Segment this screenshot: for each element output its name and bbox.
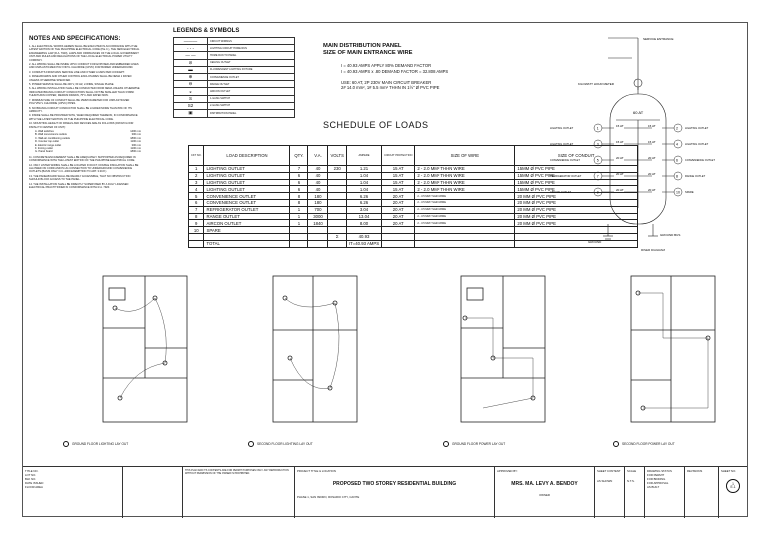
ground-bus-label: GROUND BUS (660, 233, 681, 237)
demand-calc-2: I = 40.93 AMPS x .80 DEMAND FACTOR = 32.808 AMPS (341, 68, 449, 74)
project-title: PROPOSED TWO STOREY RESIDENTIAL BUILDING (332, 481, 457, 487)
table-cell (382, 240, 415, 247)
mounting-height: 1100 mm (130, 140, 141, 144)
col-header: CIRCUIT PROTECTION (382, 146, 415, 166)
table-cell: 180 (308, 193, 328, 200)
table-cell: 1.21 (346, 166, 381, 173)
drawing-sheet (22, 22, 748, 517)
table-cell: 13.04 (346, 213, 381, 220)
breaker-rating: 20 AT (616, 188, 624, 192)
table-cell: 20 AT (382, 206, 415, 213)
table-cell: 2 - 2.0 MM² THHN WIRE (415, 186, 515, 193)
floor-plan-ground-power (453, 268, 553, 438)
table-cell (328, 240, 346, 247)
col-header: SIZE OF CONDUIT (515, 146, 638, 166)
legend-row (174, 52, 294, 59)
table-cell: 10 (189, 227, 204, 234)
circuit-number: 2 (676, 126, 678, 131)
plan-caption (613, 441, 675, 447)
demand-calc-1: I = 40.93 AMPS APPLY 80% DEMAND FACTOR (341, 63, 432, 68)
lot-label: DATE ISSUED (25, 481, 44, 485)
section-marker-icon (63, 441, 69, 447)
table-cell (415, 227, 515, 234)
table-cell: 9 (189, 220, 204, 227)
table-cell: 8.00 (346, 220, 381, 227)
mounting-list (29, 130, 141, 154)
switch-2gang-icon: S2 (174, 103, 208, 109)
switch-icon: S (174, 96, 208, 102)
floor-plan-second-power (623, 268, 723, 438)
plan-caption-text: SECOND FLOOR POWER LAY OUT (622, 442, 675, 446)
col-header: SIZE OF WIRE (415, 146, 515, 166)
sheet-content-label: SHEET CONTENT (597, 469, 621, 473)
scale-label: SCALE (627, 469, 637, 473)
table-cell: 20 MM Ø PVC PIPE (515, 206, 638, 213)
table-cell: 7 (189, 206, 204, 213)
table-cell: 2 - 3.5 MM² THHN WIRE (415, 199, 515, 206)
breaker-rating: 20 AT (616, 172, 624, 176)
table-cell: AIRCON OUTLET (204, 220, 290, 227)
legend-label: RANGE OUTLET (210, 82, 230, 86)
legend-label: FLUORESCENT LIGHTING FIXTURE (210, 68, 253, 72)
table-cell (382, 233, 415, 240)
table-cell: CONVENIENCE OUTLET (204, 193, 290, 200)
table-cell: 20 MM Ø PVC PIPE (515, 193, 638, 200)
table-cell (328, 186, 346, 193)
note-item: 3. CONDUITS FROM MAIN SERVICE LINE AND OTHER LOADS PER CONCEPT. (29, 70, 125, 74)
legend-row (174, 60, 294, 67)
main-breaker-label: 60 AT (633, 110, 644, 115)
table-cell: 8 (290, 193, 308, 200)
table-cell: 1 (189, 166, 204, 173)
plan-caption (248, 441, 313, 447)
circuit-number: 9 (596, 190, 599, 195)
outlet-label: CONVENIENCE OUTLET (685, 159, 715, 162)
breaker-rating: 15 AT (616, 124, 624, 128)
fluorescent-fixture-icon: ▬ (174, 67, 208, 73)
legend-label: HOME RUN TO PANEL (210, 53, 237, 57)
mounting-height: 1800 mm (130, 150, 141, 154)
legend-label: CONVENIENCE OUTLET (210, 75, 239, 79)
table-cell: 6.26 (346, 199, 381, 206)
col-header: QTY. (290, 146, 308, 166)
table-cell: 700 (308, 206, 328, 213)
note-item: 5. POWER SERVICE SHALL BE 230 V, 60 HZ, 2-WIRE, SINGLE PHASE. (29, 83, 115, 87)
table-cell: 15MM Ø PVC PIPE (515, 166, 638, 173)
table-cell: 40 (308, 172, 328, 179)
outlet-label: LIGHTING OUTLET (550, 127, 574, 130)
legend-row (174, 110, 294, 117)
table-cell: LIGHTING OUTLET (204, 166, 290, 173)
table-cell: 3000 (308, 213, 328, 220)
table-cell (415, 240, 515, 247)
table-cell: 20 MM Ø PVC PIPE (515, 199, 638, 206)
table-cell: 15 AT (382, 186, 415, 193)
table-cell: 1.04 (346, 179, 381, 186)
note-item: 14. THE INSTALLATION SHALL BE DIRECTLY SUPERVISED BY A DULY LICENSED ELECTRICAL PRACTITIONER IN CONFORMANCE WITH R.A. 7920. (29, 182, 129, 190)
table-cell: 1.04 (346, 186, 381, 193)
table-cell: 6 (189, 199, 204, 206)
drawing-status-cell (645, 467, 685, 518)
circuit-number: 4 (676, 142, 678, 147)
table-cell (328, 179, 346, 186)
riser-diagram (548, 28, 738, 258)
table-cell: 20 AT (382, 213, 415, 220)
status-label: DRAWING STATUS (647, 469, 672, 473)
legend-title: LEGENDS & SYMBOLS (173, 28, 240, 34)
plan-caption (443, 441, 505, 447)
floor-plan-second-lighting (265, 268, 365, 438)
lot-label: FLOOR AREA (25, 485, 43, 489)
sheet-content-cell (595, 467, 625, 518)
note-item: 2. ALL WIRING SHALL BE INSIDE UPVC CONDUIT FOR EXPOSED AND EMBEDDED LINES AND UNPLASTICIZED POLYVINYL CHLORIDE (UPVC) FOR BURIED UNDERGROUND. (29, 63, 139, 70)
table-cell (290, 227, 308, 234)
table-cell (189, 240, 204, 247)
table-cell: 2 - 2.0 MM² THHN WIRE (415, 179, 515, 186)
table-cell: 1 (290, 206, 308, 213)
table-cell (328, 220, 346, 227)
lot-label: TITLE NO. (25, 469, 39, 473)
legend-row (174, 88, 294, 95)
table-cell: 15 AT (382, 179, 415, 186)
note-item: 12. ONLY LISTED WIRING SHALL BE LOCATED IN DUCT, DOUBLE INSULATION SHALL BE ALLOWED ON CORD AND PLUG CONNECTION TO UNDERGROUND CONVENIENCE OUTLETS (BASIS ONLY O.C.-2009 EXEMPTION TO ART. 3.30.8.) (29, 163, 139, 174)
table-cell: LIGHTING OUTLET (204, 186, 290, 193)
plan-caption (63, 441, 128, 447)
table-cell (328, 172, 346, 179)
stamp-cell (123, 467, 183, 518)
table-cell: 2 - 3.5 MM² THHN WIRE (415, 220, 515, 227)
schedule-title: SCHEDULE OF LOADS (323, 120, 429, 130)
table-cell: 6 (290, 179, 308, 186)
convenience-outlet-icon: ⊕ (174, 74, 208, 80)
panel-icon: ▣ (174, 110, 208, 117)
note-item: 7. MINIMUM SIZE OF CONDUIT SHALL BE 15MM DIAMETER FOR UNPLASTICIZED POLYVINYL CHLORIDE (UPVC) PIPES. (29, 98, 130, 106)
table-cell: 8 (189, 213, 204, 220)
table-cell (382, 227, 415, 234)
table-cell: 2 - 3.5 MM² THHN WIRE (415, 206, 515, 213)
table-cell: SPARE (204, 227, 290, 234)
mounting-height: 300 mm (131, 133, 141, 137)
legend-row (174, 67, 294, 74)
note-item: 4. PANELBOARDS AND OTHER CONTROL ENCLOSURES SHALL BE NEMA 1 RATED UNLESS OTHERWISE SPECIFIED. (29, 75, 132, 82)
approved-label: APPROVED BY: (497, 469, 518, 473)
legend-label: AIRCON OUTLET (210, 89, 231, 93)
title-block (23, 466, 747, 517)
mounting-row (35, 150, 141, 153)
table-cell (308, 240, 328, 247)
legend-label: 2-GANG SWITCH (210, 104, 231, 108)
sheet-number-badge (726, 479, 740, 493)
project-label: PROJECT TITLE & LOCATION (297, 469, 336, 473)
plan-caption-text: GROUND FLOOR POWER LAY OUT (452, 442, 506, 446)
mounting-height: 1400 mm (130, 129, 141, 133)
table-cell (290, 233, 308, 240)
breaker-rating: 15 AT (616, 140, 624, 144)
main-panel-title (323, 43, 413, 57)
wiring-symbol-icon: ——— (174, 38, 208, 44)
table-cell: 2 (189, 172, 204, 179)
panel-run-symbol-icon: — — (174, 52, 208, 58)
breaker-rating: 15 AT (648, 124, 656, 128)
col-header: LOAD DESCRIPTION (204, 146, 290, 166)
section-marker-icon (248, 441, 254, 447)
wire-spec: 2# 14.0 mm², 1# 5.5 mm² THHN IN 1½" Ø PVC PIPE (341, 85, 440, 91)
table-cell: IT=40.93 AMPS (346, 240, 381, 247)
table-cell (204, 233, 290, 240)
table-cell: 15MM Ø PVC PIPE (515, 172, 638, 179)
table-cell (290, 240, 308, 247)
table-cell (189, 233, 204, 240)
table-cell: 15 AT (382, 172, 415, 179)
col-header: VOLTS (328, 146, 346, 166)
legend-label: CIRCUIT WIRINGS (210, 39, 232, 43)
main-panel-computation (341, 63, 448, 91)
table-cell: 6 (290, 186, 308, 193)
mounting-item: E. Electric range outlet (35, 143, 62, 147)
legend-label: CEILING OUTLET (210, 61, 231, 65)
legend-row (174, 103, 294, 110)
outlet-label: RANGE OUTLET (685, 175, 706, 178)
mounting-item: G. Panel board (35, 150, 53, 154)
table-cell (328, 199, 346, 206)
status-option: AS BUILT (647, 485, 660, 489)
outlet-label: LIGHTING OUTLET (685, 127, 709, 130)
breaker-rating: 20 AT (648, 188, 656, 192)
scale-value: N.T.S. (627, 479, 635, 483)
section-marker-icon (613, 441, 619, 447)
table-cell: LIGHTING OUTLET (204, 172, 290, 179)
circuit-number: 8 (676, 174, 678, 179)
breaker-rating: 20 AT (648, 156, 656, 160)
revisions-cell (685, 467, 719, 518)
lot-info-cell (23, 467, 123, 518)
legend-label: LIGHTING CIRCUIT HOME RUN (210, 46, 247, 50)
table-cell: 2 - 2.0 MM² THHN WIRE (415, 172, 515, 179)
table-cell: LIGHTING OUTLET (204, 179, 290, 186)
mounting-height: 300 mm (131, 143, 141, 147)
table-cell: 20 AT (382, 193, 415, 200)
table-cell: 1.04 (346, 172, 381, 179)
table-cell: 40 (308, 179, 328, 186)
mounting-height: 1100 mm (130, 146, 141, 150)
table-cell: 15 AT (382, 166, 415, 173)
table-cell: 2 - 2.0 MM² THHN WIRE (415, 166, 515, 173)
status-option: FOR PERMIT (647, 473, 665, 477)
table-cell: TOTAL (204, 240, 290, 247)
revisions-label: REVISIONS (687, 469, 703, 473)
outlet-label: AIRCON OUTLET (550, 191, 572, 194)
legend-row (174, 96, 294, 103)
table-cell: RANGE OUTLET (204, 213, 290, 220)
table-cell: CONVENIENCE OUTLET (204, 199, 290, 206)
circuit-number: 10 (676, 190, 680, 195)
note-item: 10. MOUNTING HEIGHT OF PANELS AND DEVICES ARE AS FOLLOWS (FROM FLOOR FINISH TO CENTER OF UNIT): (29, 122, 134, 129)
table-cell: 20 AT (382, 220, 415, 227)
permit-note-cell: THIS PLAN AND ITS CONTENTS ARE FOR PERMIT PURPOSES ONLY. ANY REPRODUCTION WITHOUT PERMISSION OF THE OWNER IS PROHIBITED. (183, 467, 295, 518)
note-item: 1. ALL ELECTRICAL WORKS HEREIN SHALL BE EXECUTED IN ACCORDANCE WITH THE LATEST EDITION OF THE PHILIPPINE ELECTRICAL CODE (P.E.C.), THE NEW ELECTRICAL ENGINEERING LAW (R.A. 7920), LAWS AND ORDINANCES OF THE LOCAL GOVERNMENT UNIT AND RULES AND REGULATIONS OF THE LOCAL ELECTRICAL POWER UTILITY COMPANY. (29, 45, 140, 62)
table-cell: 6.26 (346, 193, 381, 200)
owner-cell (495, 467, 595, 518)
mounting-item: D. Counter top outlet (35, 140, 59, 144)
table-cell: 40 (308, 166, 328, 173)
table-cell: 15MM Ø PVC PIPE (515, 179, 638, 186)
col-header: V.A. (308, 146, 328, 166)
table-cell: 20 MM Ø PVC PIPE (515, 220, 638, 227)
table-cell: 1 (290, 220, 308, 227)
table-cell: 4 (189, 186, 204, 193)
mounting-item: F. Ironing outlet (35, 146, 53, 150)
table-cell: 180 (308, 199, 328, 206)
table-cell: Σ (328, 233, 346, 240)
table-cell: 5 (189, 193, 204, 200)
legend-label: 1-GANG SWITCH (210, 97, 231, 101)
table-cell: 40 (308, 186, 328, 193)
plan-caption-text: SECOND FLOOR LIGHTING LAY OUT (257, 442, 313, 446)
note-item: 9. INSIDE SHALL BE PROVIDED WITH, WHEN REQUIRED THEREON, IN CONFORMANCE WITH THE LATEST EDITION OF THE PHILIPPINE ELECTRICAL CODE. (29, 114, 138, 121)
table-cell (308, 233, 328, 240)
floor-plan-ground-lighting (95, 268, 195, 438)
col-header: AMPERE (346, 146, 381, 166)
legend-table (173, 37, 295, 118)
riser-diagram-caption: RISER DIAGRAM (641, 248, 666, 252)
kwh-meter-label: KILOWATT HOUR METER (578, 82, 614, 86)
status-option: FOR APPROVAL (647, 481, 669, 485)
breaker-spec: USE: 60 AT, 2P 230V MAIN CIRCUIT BREAKER (341, 79, 432, 85)
table-cell: 20 MM Ø PVC PIPE (515, 213, 638, 220)
outlet-label: CONVENIENCE OUTLET (550, 159, 580, 162)
circuit-number: 1 (596, 126, 599, 131)
sheet-code: E-1 (730, 485, 736, 489)
owner-role: OWNER (539, 493, 550, 497)
table-cell: 8 (290, 199, 308, 206)
circuit-number: 7 (596, 174, 599, 179)
table-cell (328, 193, 346, 200)
main-panel-subtitle-line: SIZE OF MAIN ENTRANCE WIRE (323, 50, 413, 56)
outlet-label: REFRIGERATOR OUTLET (550, 175, 582, 178)
circuit-number: 3 (596, 142, 599, 147)
note-item: 8. NO BRANCH CIRCUIT CONDUCTOR SHALL BE LOADED MORE THAN 80% OF ITS AMPACITY. (29, 106, 132, 113)
legend-row (174, 74, 294, 81)
table-cell: 230 (328, 166, 346, 173)
breaker-rating: 20 AT (648, 172, 656, 176)
circuit-number: 5 (596, 158, 599, 163)
sheet-number-cell (719, 467, 747, 518)
table-cell: 20 AT (382, 199, 415, 206)
section-marker-icon (443, 441, 449, 447)
table-cell: 2 - 3.5 MM² THHN WIRE (415, 213, 515, 220)
range-outlet-icon: ⊖ (174, 81, 208, 87)
service-entrance-label: SERVICE ENTRANCE (643, 37, 674, 41)
col-header: CKT NO. (189, 146, 204, 166)
main-panel-title-line: MAIN DISTRIBUTION PANEL (323, 43, 402, 49)
table-cell: 3 (189, 179, 204, 186)
outlet-label: LIGHTING OUTLET (550, 143, 574, 146)
project-cell (295, 467, 495, 518)
table-cell: REFRIGERATOR OUTLET (204, 206, 290, 213)
outlet-label: LIGHTING OUTLET (685, 143, 709, 146)
sheet-number: 1 (732, 481, 734, 486)
table-cell: 15MM Ø PVC PIPE (515, 186, 638, 193)
table-cell: 3.04 (346, 206, 381, 213)
table-cell (328, 213, 346, 220)
status-option: FOR BIDDING (647, 477, 666, 481)
table-cell (328, 227, 346, 234)
lot-label: LOT NO. (25, 473, 37, 477)
legend-label: DISTRIBUTION PANEL (210, 111, 237, 115)
table-cell: 6 (290, 172, 308, 179)
ground-label: GROUND (588, 240, 602, 244)
legend-row (174, 81, 294, 88)
home-run-symbol-icon: - - - (174, 45, 208, 51)
table-cell: 1840 (308, 220, 328, 227)
scale-cell (625, 467, 645, 518)
mounting-item: C. Wall-air conditioning outlets (35, 136, 70, 140)
mounting-item: A. Wall switches (35, 129, 54, 133)
table-cell (415, 233, 515, 240)
note-item: 11. CONCRETE ENCASEMENT SHALL BE ADEQUATELY SUPPORTED AS REQUIRED IN CONFORMANCE WITH THE LATEST EDITION OF THE PHILIPPINE ELECTRICAL CODE. (29, 155, 136, 163)
legend-row (174, 45, 294, 52)
table-cell: 40.93 (346, 233, 381, 240)
breaker-rating: 20 AT (616, 156, 624, 160)
sheet-number-label: SHEET NO. (721, 469, 737, 473)
mounting-height: 1800 mm (130, 136, 141, 140)
table-cell (328, 206, 346, 213)
table-cell (308, 227, 328, 234)
breaker-rating: 15 AT (648, 140, 656, 144)
table-cell (346, 227, 381, 234)
notes-title: NOTES AND SPECIFICATIONS: (29, 35, 121, 42)
sheet-content-value: AS SHOWN (597, 479, 613, 483)
table-cell: 1 (290, 213, 308, 220)
owner-name: MRS. MA. LEVY A. BENDOY (511, 481, 578, 487)
outlet-label: SPARE (685, 191, 694, 194)
note-item: 6. ALL WIRING INSTALLATION SHALL BE CONDUCTED FROM NEMA UNLESS OTHERWISE INDICATED BRANCH CIRCUIT CONDUCTORS SHALL NOT BE SMALLER THAN 3.5MM² THHN/THWN COPPER, MEDIUM DRAWN, 75°C AND RATED 600V. (29, 87, 140, 98)
table-cell: 7 (290, 166, 308, 173)
legend-row (174, 38, 294, 45)
note-item: 13. THE PANELBOARD SHALL BE READILY ACCESSIBLE, THAT NO OBSTRUCTION SHOULD BLOCK ACCESS TO THE PANEL. (29, 174, 131, 182)
mounting-item: B. Wall convenience outlets (35, 133, 67, 137)
notes-body (29, 45, 141, 190)
ceiling-outlet-icon: ⊘ (174, 60, 208, 66)
lot-label: BLK NO. (25, 477, 37, 481)
table-cell: 2 - 3.5 MM² THHN WIRE (415, 193, 515, 200)
project-location: PHASE 1, SAN ISIDRO, ROSARIO CITY, CAVITE (297, 495, 360, 499)
plan-caption-text: GROUND FLOOR LIGHTING LAY OUT (72, 442, 129, 446)
circuit-number: 6 (676, 158, 678, 163)
aircon-outlet-icon: ◒ (174, 88, 208, 94)
